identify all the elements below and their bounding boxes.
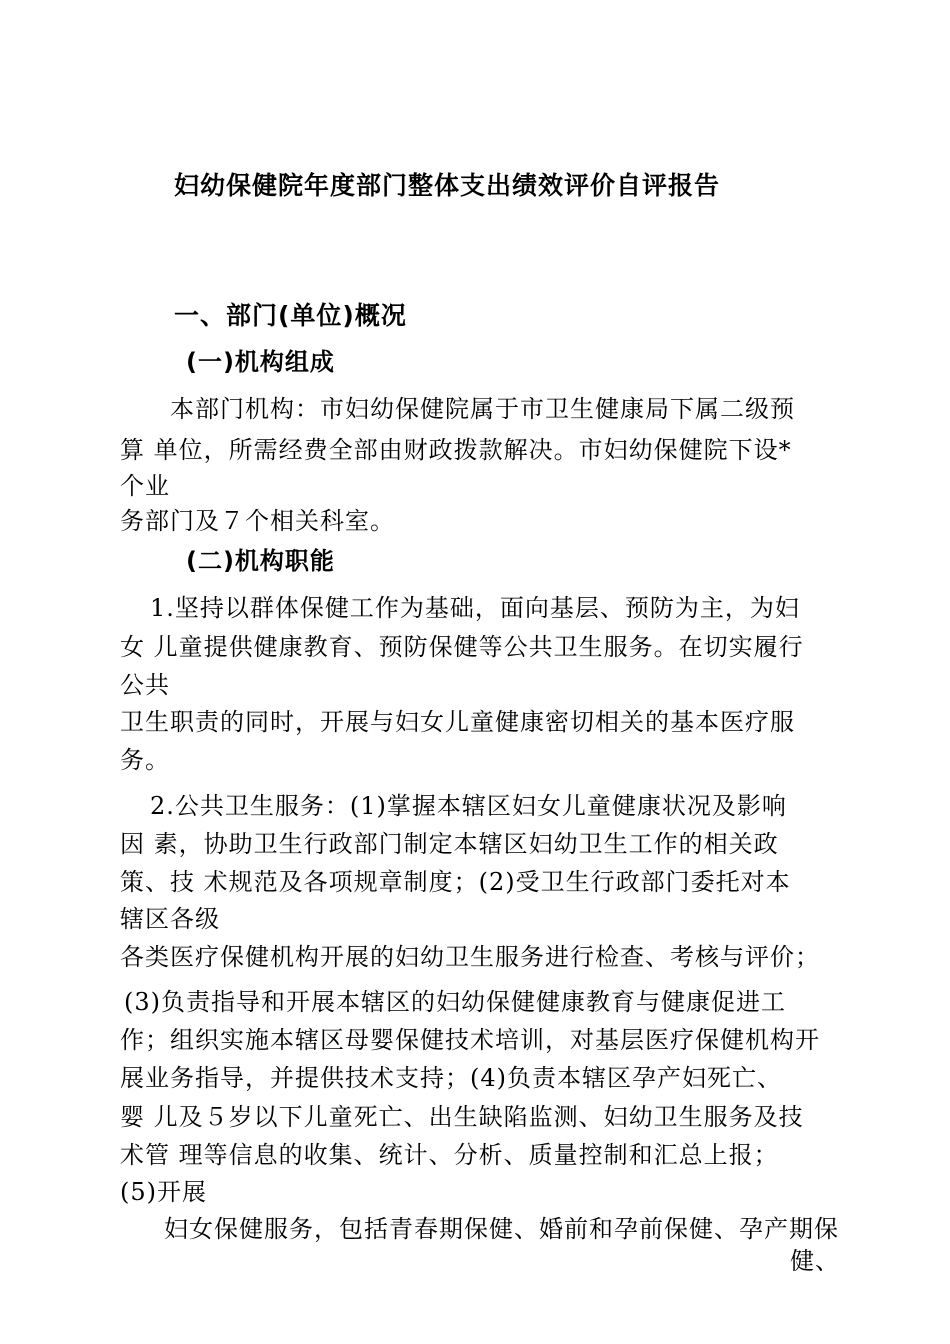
paragraph-line: 本部门机构：市妇幼保健院属于市卫生健康局下属二级预 (170, 395, 795, 423)
section-heading-overview: 一、部门(单位)概况 (174, 301, 407, 330)
paragraph-line: 务。 (120, 746, 170, 774)
paragraph-line: 女 儿童提供健康教育、预防保健等公共卫生服务。在切实履行 (120, 633, 804, 661)
paragraph-line: 个业 (120, 472, 170, 500)
paragraph-line: 作；组织实施本辖区母婴保健技术培训，对基层医疗保健机构开 (120, 1026, 820, 1054)
subsection-heading-organization: (一)机构组成 (186, 348, 335, 376)
paragraph-line: 卫生职责的同时，开展与妇女儿童健康密切相关的基本医疗服 (120, 708, 795, 736)
paragraph-line: 妇女保健服务，包括青春期保健、婚前和孕前保健、孕产期保 (164, 1215, 839, 1243)
paragraph-line: 各类医疗保健机构开展的妇幼卫生服务进行检查、考核与评价； (120, 943, 820, 971)
paragraph-line: 策、技 术规范及各项规章制度；(2)受卫生行政部门委托对本 (120, 868, 791, 896)
paragraph-line: 展业务指导，并提供技术支持；(4)负责本辖区孕产妇死亡、 (120, 1064, 782, 1092)
document-title: 妇幼保健院年度部门整体支出绩效评价自评报告 (174, 171, 721, 200)
paragraph-line: 1.坚持以群体保健工作为基础，面向基层、预防为主，为妇 (150, 594, 800, 622)
subsection-heading-functions: (二)机构职能 (186, 547, 335, 575)
paragraph-line: 健、 (790, 1247, 840, 1275)
paragraph-line: 公共 (120, 671, 170, 699)
paragraph-line: (3)负责指导和开展本辖区的妇幼保健健康教育与健康促进工 (124, 988, 786, 1016)
paragraph-line: 婴 儿及５岁以下儿童死亡、出生缺陷监测、妇幼卫生服务及技 (120, 1103, 804, 1131)
paragraph-line: 2.公共卫生服务：(1)掌握本辖区妇女儿童健康状况及影响 (150, 792, 787, 820)
paragraph-line: 辖区各级 (120, 905, 220, 933)
paragraph-line: 务部门及７个相关科室。 (120, 507, 395, 535)
paragraph-line: 算 单位，所需经费全部由财政拨款解决。市妇幼保健院下设* (120, 436, 792, 464)
paragraph-line: 术管 理等信息的收集、统计、分析、质量控制和汇总上报； (120, 1141, 779, 1169)
paragraph-line: (5)开展 (120, 1178, 207, 1206)
paragraph-line: 因 素，协助卫生行政部门制定本辖区妇幼卫生工作的相关政 (120, 830, 779, 858)
